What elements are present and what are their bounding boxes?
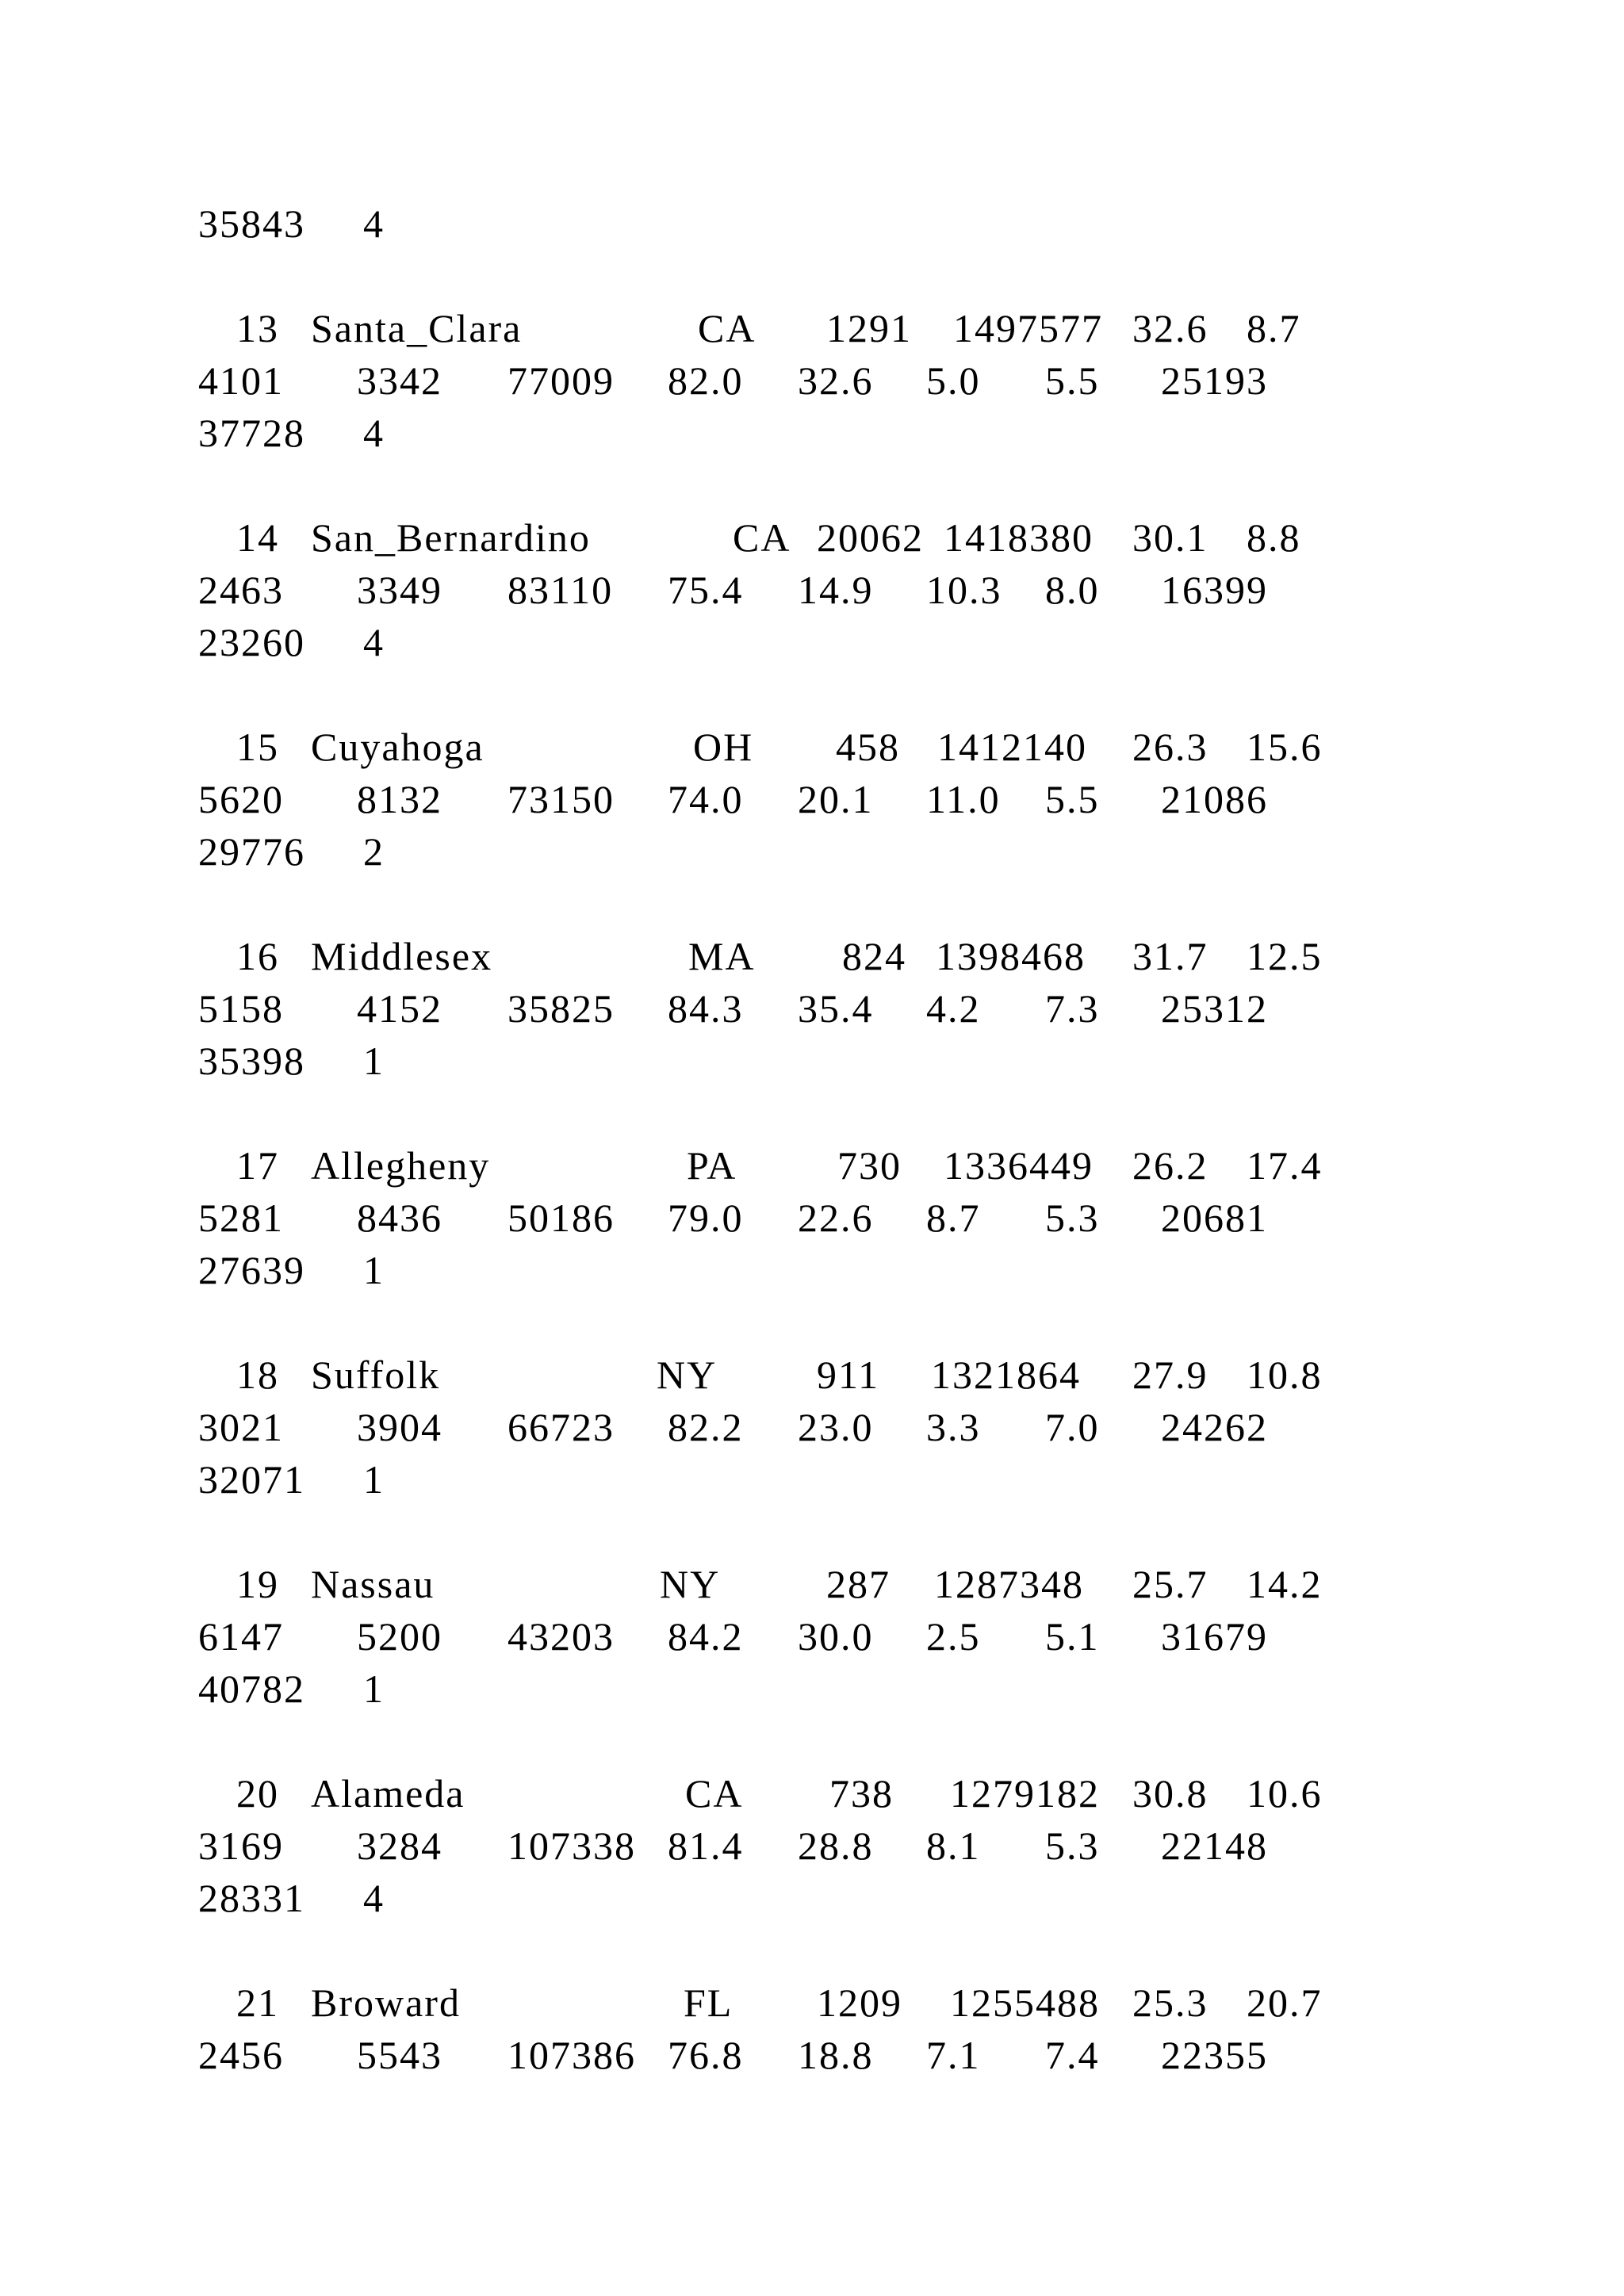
record-county-name: San_Bernardino xyxy=(311,515,591,560)
record-crimes: 107338 xyxy=(508,1823,636,1868)
record-crimes: 83110 xyxy=(508,568,614,612)
record-per-capita-income: 22148 xyxy=(1161,1823,1268,1868)
record-line xyxy=(0,2029,1624,2081)
record-state-code: NY xyxy=(657,1353,718,1397)
record-total-personal-income: 35398 xyxy=(198,1039,305,1083)
record-hospital-beds: 3349 xyxy=(357,568,442,612)
record-state-code: OH xyxy=(693,725,754,769)
record-land-area: 824 xyxy=(842,934,906,978)
record-hospital-beds: 3284 xyxy=(357,1823,442,1868)
record-county-number: 14 xyxy=(236,515,279,560)
record-crimes: 77009 xyxy=(508,358,615,403)
record-hospital-beds: 8436 xyxy=(357,1196,442,1240)
record-per-capita-income: 22355 xyxy=(1161,2033,1268,2077)
record-population: 1497577 xyxy=(953,306,1103,350)
record-per-capita-income: 24262 xyxy=(1161,1405,1268,1449)
record-pct-18-34: 30.8 xyxy=(1132,1771,1208,1816)
record-line xyxy=(0,721,1624,773)
record-crimes: 43203 xyxy=(508,1614,615,1659)
record-pct-65-plus: 15.6 xyxy=(1247,725,1323,769)
record-doctors: 5281 xyxy=(198,1196,284,1240)
record-pct-hs-grad: 76.8 xyxy=(668,2033,744,2077)
record-state-code: MA xyxy=(688,934,756,978)
record-pct-bachelors: 18.8 xyxy=(798,2033,874,2077)
record-pct-unemployed: 7.0 xyxy=(1045,1405,1100,1449)
record-line xyxy=(0,511,1624,564)
record-land-area: 458 xyxy=(836,725,900,769)
record-total-personal-income: 40782 xyxy=(198,1667,305,1711)
record-value: 4 xyxy=(363,201,385,246)
record-value: 35843 xyxy=(198,201,305,246)
record-doctors: 5158 xyxy=(198,986,284,1031)
record-pct-below-poverty: 10.3 xyxy=(926,568,1002,612)
record-land-area: 911 xyxy=(817,1353,880,1397)
record-region: 1 xyxy=(363,1457,385,1502)
record-pct-hs-grad: 82.2 xyxy=(668,1405,744,1449)
record-pct-hs-grad: 75.4 xyxy=(668,568,744,612)
record-county-name: Santa_Clara xyxy=(311,306,523,350)
record-pct-18-34: 25.7 xyxy=(1132,1562,1208,1606)
record-hospital-beds: 4152 xyxy=(357,986,442,1031)
record-line xyxy=(0,407,1624,459)
record-line xyxy=(0,1872,1624,1924)
record-line xyxy=(0,616,1624,668)
record-line xyxy=(0,773,1624,825)
record-pct-unemployed: 5.3 xyxy=(1045,1196,1100,1240)
record-county-number: 15 xyxy=(236,725,279,769)
record-state-code: CA xyxy=(698,306,756,350)
record-land-area: 20062 xyxy=(817,515,924,560)
record-state-code: CA xyxy=(733,515,791,560)
record-pct-bachelors: 22.6 xyxy=(798,1196,874,1240)
record-population: 1418380 xyxy=(944,515,1094,560)
record-line xyxy=(0,1192,1624,1244)
record-county-name: Nassau xyxy=(311,1562,435,1606)
record-county-name: Cuyahoga xyxy=(311,725,485,769)
record-land-area: 1209 xyxy=(817,1980,902,2025)
record-county-number: 19 xyxy=(236,1562,279,1606)
record-pct-below-poverty: 3.3 xyxy=(926,1405,981,1449)
record-line xyxy=(0,825,1624,878)
record-per-capita-income: 31679 xyxy=(1161,1614,1268,1659)
record-population: 1398468 xyxy=(936,934,1086,978)
record-crimes: 50186 xyxy=(508,1196,615,1240)
record-pct-65-plus: 8.7 xyxy=(1247,306,1301,350)
record-hospital-beds: 5200 xyxy=(357,1614,442,1659)
record-pct-65-plus: 20.7 xyxy=(1247,1980,1323,2025)
record-doctors: 3021 xyxy=(198,1405,284,1449)
record-pct-below-poverty: 2.5 xyxy=(926,1614,981,1659)
record-per-capita-income: 25193 xyxy=(1161,358,1268,403)
record-population: 1336449 xyxy=(944,1143,1094,1188)
record-pct-below-poverty: 8.1 xyxy=(926,1823,981,1868)
record-per-capita-income: 21086 xyxy=(1161,777,1268,821)
record-line xyxy=(0,1035,1624,1087)
record-pct-unemployed: 5.5 xyxy=(1045,777,1100,821)
record-county-name: Middlesex xyxy=(311,934,493,978)
record-county-name: Broward xyxy=(311,1980,461,2025)
record-pct-hs-grad: 84.2 xyxy=(668,1614,744,1659)
record-crimes: 35825 xyxy=(508,986,615,1031)
record-pct-18-34: 27.9 xyxy=(1132,1353,1208,1397)
record-total-personal-income: 23260 xyxy=(198,620,305,664)
record-state-code: FL xyxy=(684,1980,733,2025)
record-region: 2 xyxy=(363,829,385,874)
record-pct-18-34: 25.3 xyxy=(1132,1980,1208,2025)
record-population: 1412140 xyxy=(937,725,1087,769)
record-pct-hs-grad: 81.4 xyxy=(668,1823,744,1868)
record-doctors: 2456 xyxy=(198,2033,284,2077)
record-land-area: 738 xyxy=(829,1771,894,1816)
record-pct-65-plus: 8.8 xyxy=(1247,515,1301,560)
record-county-number: 16 xyxy=(236,934,279,978)
record-per-capita-income: 25312 xyxy=(1161,986,1268,1031)
record-total-personal-income: 29776 xyxy=(198,829,305,874)
record-pct-65-plus: 14.2 xyxy=(1247,1562,1323,1606)
record-doctors: 6147 xyxy=(198,1614,284,1659)
record-doctors: 5620 xyxy=(198,777,284,821)
record-county-number: 21 xyxy=(236,1980,279,2025)
record-pct-hs-grad: 79.0 xyxy=(668,1196,744,1240)
record-population: 1255488 xyxy=(950,1980,1100,2025)
record-line xyxy=(0,930,1624,982)
record-pct-18-34: 30.1 xyxy=(1132,515,1208,560)
record-pct-unemployed: 7.4 xyxy=(1045,2033,1100,2077)
record-total-personal-income: 32071 xyxy=(198,1457,305,1502)
record-region: 4 xyxy=(363,1876,385,1920)
record-fragment-line xyxy=(0,197,1624,250)
record-line xyxy=(0,1820,1624,1872)
record-total-personal-income: 28331 xyxy=(198,1876,305,1920)
record-region: 1 xyxy=(363,1039,385,1083)
record-line xyxy=(0,1610,1624,1663)
record-pct-below-poverty: 8.7 xyxy=(926,1196,981,1240)
record-pct-hs-grad: 74.0 xyxy=(668,777,744,821)
record-region: 4 xyxy=(363,411,385,455)
record-per-capita-income: 16399 xyxy=(1161,568,1268,612)
record-crimes: 73150 xyxy=(508,777,615,821)
record-hospital-beds: 3904 xyxy=(357,1405,442,1449)
record-line xyxy=(0,982,1624,1035)
record-pct-18-34: 26.2 xyxy=(1132,1143,1208,1188)
record-per-capita-income: 20681 xyxy=(1161,1196,1268,1240)
record-pct-bachelors: 30.0 xyxy=(798,1614,874,1659)
record-crimes: 66723 xyxy=(508,1405,615,1449)
record-population: 1321864 xyxy=(931,1353,1081,1397)
record-county-number: 17 xyxy=(236,1143,279,1188)
record-hospital-beds: 8132 xyxy=(357,777,442,821)
record-line xyxy=(0,564,1624,616)
record-pct-below-poverty: 7.1 xyxy=(926,2033,981,2077)
record-pct-below-poverty: 11.0 xyxy=(926,777,1001,821)
record-county-number: 13 xyxy=(236,306,279,350)
record-pct-unemployed: 5.5 xyxy=(1045,358,1100,403)
record-pct-bachelors: 32.6 xyxy=(798,358,874,403)
record-hospital-beds: 3342 xyxy=(357,358,442,403)
record-pct-65-plus: 17.4 xyxy=(1247,1143,1323,1188)
record-line xyxy=(0,302,1624,354)
record-pct-65-plus: 10.8 xyxy=(1247,1353,1323,1397)
record-county-number: 20 xyxy=(236,1771,279,1816)
record-line xyxy=(0,1453,1624,1506)
record-doctors: 4101 xyxy=(198,358,284,403)
record-total-personal-income: 37728 xyxy=(198,411,305,455)
record-pct-bachelors: 28.8 xyxy=(798,1823,874,1868)
record-state-code: PA xyxy=(687,1143,737,1188)
record-hospital-beds: 5543 xyxy=(357,2033,442,2077)
record-region: 1 xyxy=(363,1667,385,1711)
record-pct-bachelors: 20.1 xyxy=(798,777,874,821)
record-region: 1 xyxy=(363,1248,385,1292)
record-county-name: Allegheny xyxy=(311,1143,491,1188)
record-line xyxy=(0,1558,1624,1610)
record-pct-bachelors: 35.4 xyxy=(798,986,874,1031)
record-doctors: 2463 xyxy=(198,568,284,612)
record-pct-bachelors: 14.9 xyxy=(798,568,874,612)
record-pct-unemployed: 5.1 xyxy=(1045,1614,1100,1659)
record-line xyxy=(0,1139,1624,1192)
record-pct-65-plus: 12.5 xyxy=(1247,934,1323,978)
record-state-code: NY xyxy=(660,1562,721,1606)
record-county-name: Alameda xyxy=(311,1771,465,1816)
record-pct-bachelors: 23.0 xyxy=(798,1405,874,1449)
record-land-area: 287 xyxy=(826,1562,891,1606)
record-pct-unemployed: 5.3 xyxy=(1045,1823,1100,1868)
record-line xyxy=(0,1767,1624,1820)
record-pct-18-34: 31.7 xyxy=(1132,934,1208,978)
record-doctors: 3169 xyxy=(198,1823,284,1868)
record-county-number: 18 xyxy=(236,1353,279,1397)
record-land-area: 1291 xyxy=(826,306,912,350)
record-region: 4 xyxy=(363,620,385,664)
record-pct-hs-grad: 82.0 xyxy=(668,358,744,403)
record-pct-below-poverty: 5.0 xyxy=(926,358,981,403)
record-population: 1279182 xyxy=(950,1771,1100,1816)
record-pct-65-plus: 10.6 xyxy=(1247,1771,1323,1816)
record-line xyxy=(0,1976,1624,2029)
record-state-code: CA xyxy=(685,1771,744,1816)
record-total-personal-income: 27639 xyxy=(198,1248,305,1292)
record-population: 1287348 xyxy=(934,1562,1084,1606)
record-pct-18-34: 26.3 xyxy=(1132,725,1208,769)
record-pct-hs-grad: 84.3 xyxy=(668,986,744,1031)
record-line xyxy=(0,1349,1624,1401)
record-pct-unemployed: 8.0 xyxy=(1045,568,1100,612)
record-county-name: Suffolk xyxy=(311,1353,441,1397)
record-line xyxy=(0,354,1624,407)
record-line xyxy=(0,1244,1624,1296)
record-land-area: 730 xyxy=(837,1143,902,1188)
record-line xyxy=(0,1663,1624,1715)
record-line xyxy=(0,1401,1624,1453)
record-pct-18-34: 32.6 xyxy=(1132,306,1208,350)
record-pct-below-poverty: 4.2 xyxy=(926,986,981,1031)
record-crimes: 107386 xyxy=(508,2033,636,2077)
record-pct-unemployed: 7.3 xyxy=(1045,986,1100,1031)
